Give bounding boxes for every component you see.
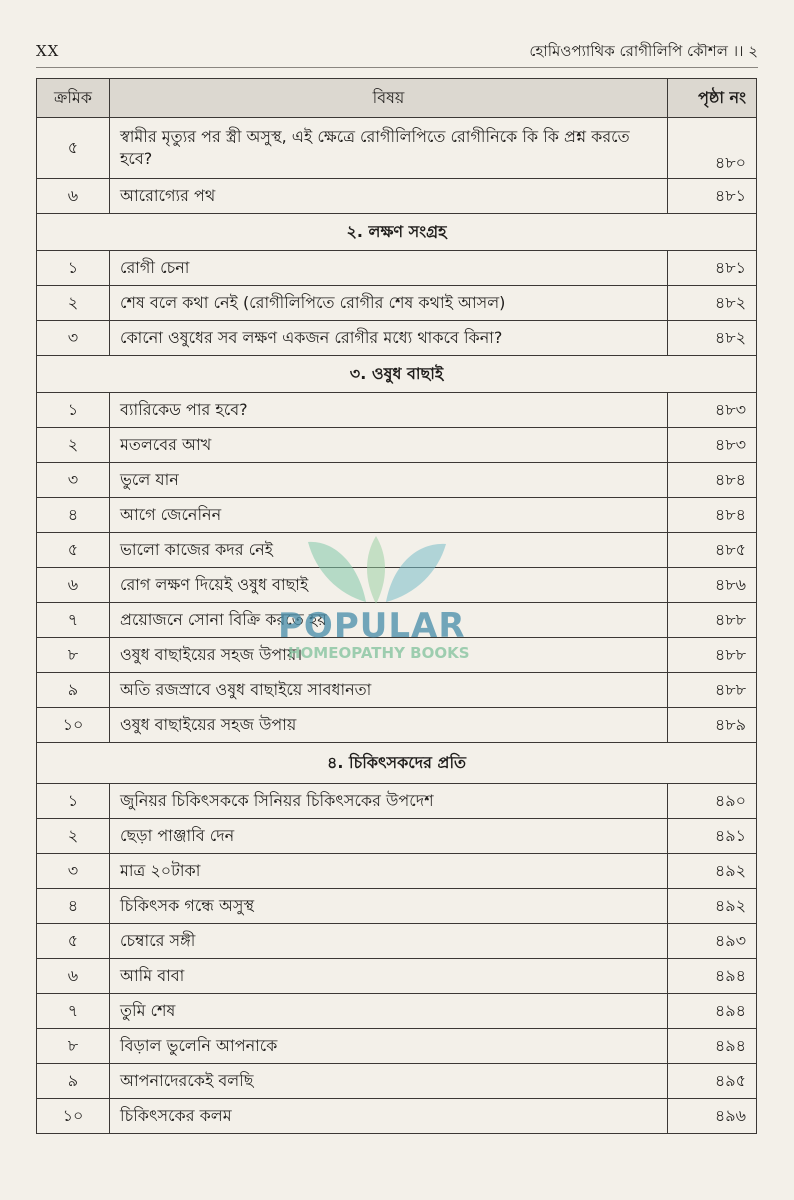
row-topic: স্বামীর মৃত্যুর পর স্ত্রী অসুস্থ, এই ক্ষেত্রে রোগীলিপিতে রোগীনিকে কি কি প্রশ্ন করতে হবে? [110, 118, 668, 179]
table-row [37, 286, 757, 321]
row-topic: ছেড়া পাঞ্জাবি দেন [110, 819, 668, 854]
row-page: ৪৯৪ [668, 1029, 757, 1064]
row-serial: ৮ [37, 1029, 110, 1064]
row-page: ৪৯৩ [668, 924, 757, 959]
serial-column-header: ক্রমিক [37, 79, 110, 118]
row-page: ৪৮০ [668, 118, 757, 179]
table-row [37, 994, 757, 1029]
row-topic: ব্যারিকেড পার হবে? [110, 393, 668, 428]
watermark-subtitle: HOMEOPATHY BOOKS [288, 644, 470, 662]
table-row [37, 179, 757, 214]
running-header [36, 40, 758, 66]
row-topic: চিকিৎসক গন্ধে অসুস্থ [110, 889, 668, 924]
table-row [37, 428, 757, 463]
row-topic: চেম্বারে সঙ্গী [110, 924, 668, 959]
row-page: ৪৯০ [668, 784, 757, 819]
table-row [37, 1029, 757, 1064]
table-row [37, 924, 757, 959]
row-topic: বিড়াল ভুলেনি আপনাকে [110, 1029, 668, 1064]
row-serial: ৯ [37, 1064, 110, 1099]
row-topic: আমি বাবা [110, 959, 668, 994]
row-topic: ওষুধ বাছাইয়ের সহজ উপায় [110, 708, 668, 743]
row-page: ৪৯৫ [668, 1064, 757, 1099]
row-serial: ৭ [37, 603, 110, 638]
table-row [37, 708, 757, 743]
row-serial: ৯ [37, 673, 110, 708]
row-topic: রোগ লক্ষণ দিয়েই ওষুধ বাছাই [110, 568, 668, 603]
header-divider [36, 67, 758, 68]
row-page: ৪৯৪ [668, 959, 757, 994]
page-number: XX [36, 42, 60, 60]
table-row [37, 463, 757, 498]
row-topic: আপনাদেরকেই বলছি [110, 1064, 668, 1099]
row-page: ৪৮৮ [668, 638, 757, 673]
row-topic: চিকিৎসকের কলম [110, 1099, 668, 1134]
row-serial: ৩ [37, 854, 110, 889]
row-serial: ৩ [37, 321, 110, 356]
row-topic: কোনো ওষুধের সব লক্ষণ একজন রোগীর মধ্যে থাকবে কিনা? [110, 321, 668, 356]
row-serial: ১০ [37, 708, 110, 743]
row-topic: মতলবের আখ [110, 428, 668, 463]
row-serial: ৬ [37, 179, 110, 214]
row-topic: রোগী চেনা [110, 251, 668, 286]
row-serial: ১ [37, 784, 110, 819]
table-row [37, 1064, 757, 1099]
row-page: ৪৮৬ [668, 568, 757, 603]
table-row [37, 959, 757, 994]
section-heading-row [37, 743, 757, 784]
row-page: ৪৮৮ [668, 673, 757, 708]
row-serial: ৫ [37, 533, 110, 568]
row-serial: ৮ [37, 638, 110, 673]
row-topic: শেষ বলে কথা নেই (রোগীলিপিতে রোগীর শেষ কথাই আসল) [110, 286, 668, 321]
row-page: ৪৯২ [668, 889, 757, 924]
row-page: ৪৮১ [668, 179, 757, 214]
section-title: ৩. ওষুধ বাছাই [37, 356, 757, 393]
table-row [37, 784, 757, 819]
row-serial: ৪ [37, 498, 110, 533]
row-serial: ২ [37, 428, 110, 463]
table-header-row [37, 79, 757, 118]
row-serial: ৫ [37, 924, 110, 959]
row-topic: অতি রজস্রাবে ওষুধ বাছাইয়ে সাবধানতা [110, 673, 668, 708]
page-column-header: পৃষ্ঠা নং [668, 79, 757, 118]
table-row [37, 393, 757, 428]
book-title: হোমিওপ্যাথিক রোগীলিপি কৌশল ।। ২ [529, 42, 758, 60]
row-page: ৪৮১ [668, 251, 757, 286]
table-row [37, 1099, 757, 1134]
row-topic: জুনিয়র চিকিৎসককে সিনিয়র চিকিৎসকের উপদেশ [110, 784, 668, 819]
row-serial: ২ [37, 286, 110, 321]
table-row [37, 251, 757, 286]
row-topic: তুমি শেষ [110, 994, 668, 1029]
row-page: ৪৮৪ [668, 498, 757, 533]
table-row [37, 321, 757, 356]
publisher-watermark [228, 540, 548, 670]
table-row [37, 854, 757, 889]
row-topic: মাত্র ২০টাকা [110, 854, 668, 889]
row-serial: ৪ [37, 889, 110, 924]
row-page: ৪৯৪ [668, 994, 757, 1029]
row-page: ৪৮৪ [668, 463, 757, 498]
row-serial: ৬ [37, 959, 110, 994]
row-page: ৪৯২ [668, 854, 757, 889]
row-topic: প্রয়োজনে সোনা বিক্রি করতে হয় [110, 603, 668, 638]
leaf-logo-icon [288, 532, 468, 612]
row-serial: ৬ [37, 568, 110, 603]
row-topic: ভুলে যান [110, 463, 668, 498]
section-heading-row [37, 356, 757, 393]
section-title: ৪. চিকিৎসকদের প্রতি [37, 743, 757, 784]
row-serial: ৩ [37, 463, 110, 498]
watermark-brand: POPULAR [278, 606, 466, 646]
row-serial: ১ [37, 251, 110, 286]
table-row [37, 673, 757, 708]
topic-column-header: বিষয় [110, 79, 668, 118]
table-row [37, 819, 757, 854]
section-title: ২. লক্ষণ সংগ্রহ [37, 214, 757, 251]
row-topic: আরোগ্যের পথ [110, 179, 668, 214]
row-page: ৪৮৫ [668, 533, 757, 568]
row-page: ৪৮২ [668, 286, 757, 321]
row-page: ৪৮৩ [668, 428, 757, 463]
row-page: ৪৮৩ [668, 393, 757, 428]
section-heading-row [37, 214, 757, 251]
row-topic: ওষুধ বাছাইয়ের সহজ উপায়। [110, 638, 668, 673]
table-row [37, 118, 757, 179]
row-page: ৪৯৬ [668, 1099, 757, 1134]
row-topic: ভালো কাজের কদর নেই [110, 533, 668, 568]
row-serial: ১ [37, 393, 110, 428]
row-serial: ৭ [37, 994, 110, 1029]
row-page: ৪৮২ [668, 321, 757, 356]
table-row [37, 498, 757, 533]
row-page: ৪৯১ [668, 819, 757, 854]
row-topic: আগে জেনেনিন [110, 498, 668, 533]
row-page: ৪৮৮ [668, 603, 757, 638]
row-serial: ২ [37, 819, 110, 854]
row-page: ৪৮৯ [668, 708, 757, 743]
row-serial: ৫ [37, 118, 110, 179]
table-row [37, 889, 757, 924]
row-serial: ১০ [37, 1099, 110, 1134]
